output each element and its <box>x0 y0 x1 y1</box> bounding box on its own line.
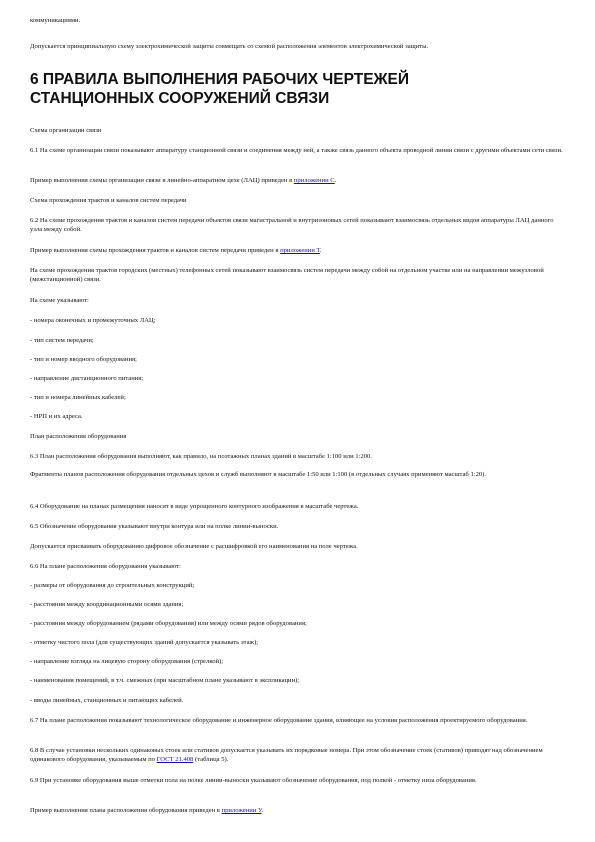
paragraph-text: Пример выполнения схемы организации связи в линейно-аппаратном цехе (ЛАЦ) приведен в <box>30 177 294 184</box>
list-item: - отметку чистого пола (для существующих зданий допускается указывать этаж); <box>30 639 259 646</box>
paragraph <box>30 176 565 185</box>
list-item: - направление взгляда на лицевую сторону оборудования (стрелкой); <box>30 658 224 665</box>
paragraph-text: . <box>319 247 322 254</box>
paragraph: На схеме прохождения трактов городских (местных) телефонных сетей показывают взаимосвязь систем передачи между собой на отдельном участке или на направлении межузловой (межстанционной) связи. <box>30 267 544 283</box>
paragraph-text: 6.8 В случае установки нескольких одинаковых стоек или стативов допускается указывать их порядковые номера. При этом обозначение стоек (стативов) приводят над обозначением одинакового оборудования, указываемым по <box>30 747 543 763</box>
paragraph: 6.3 План расположения оборудования выполняют, как правило, на поэтажных планах зданий в масштабе 1:100 или 1:200. <box>30 453 372 460</box>
paragraph: 6.7 На плане расположения показывают технологическое оборудование и инженерное оборудование здания, влияющее на условия расположения проектируемого оборудования. <box>30 717 528 724</box>
list-item: - тип и номер вводного оборудования; <box>30 356 137 363</box>
paragraph: 6.2 На схеме прохождения трактов и каналов систем передачи объектов связи магистральной и внутризоновых сетей показывают взаимосвязь отдельных видов аппаратуры ЛАЦ данного узла между собой. <box>30 217 554 233</box>
paragraph: Фрагменты планов расположения оборудования отдельных цехов и служб выполняют в масштабе 1:50 или 1:100 (в отдельных случаях применяют масштаб 1:20). <box>30 471 487 478</box>
paragraph: 6.9 При установке оборудования выше отметки пола на полке линии-выноски указывают обозначение оборудования, под полкой - отметку низа оборудования. <box>30 777 477 784</box>
gost-21-408-link[interactable]: ГОСТ 21.408 <box>156 756 194 763</box>
list-item: - вводы линейных, станционных и питающих кабелей. <box>30 697 184 704</box>
list-item: - НРП и их адреса. <box>30 413 83 420</box>
paragraph <box>30 806 565 815</box>
list-item: - расстояния между оборудованием (рядами оборудования) или между осями рядов оборудования; <box>30 620 307 627</box>
paragraph-text: (таблица 5). <box>193 756 229 763</box>
list-item: - наименования помещений, в т.ч. смежных (при масштабном плане указывают в экспликации); <box>30 677 300 684</box>
paragraph: 6.1 На схеме организации связи показывают аппаратуру станционной связи и соединения между ней, а также связь данного объекта проводной линии связи с другими объектами сети связи. <box>30 147 563 154</box>
list-item: - тип систем передачи; <box>30 337 94 344</box>
paragraph: 6.6 На плане расположения оборудования указывают: <box>30 563 181 570</box>
paragraph-text: . <box>334 177 337 184</box>
section-heading <box>30 70 565 108</box>
list-item: - направление дистанционного питания; <box>30 375 144 382</box>
paragraph: 6.5 Обозначение оборудования указывают внутри контура или на полке линии-выноски. <box>30 523 279 530</box>
paragraph-text: Пример выполнения схемы прохождения трактов и каналов систем передачи приведен в <box>30 247 281 254</box>
paragraph-text: . <box>261 807 264 814</box>
list-item: - расстояния между координационными осями здания; <box>30 601 184 608</box>
paragraph: Схема прохождения трактов и каналов систем передачи <box>30 197 187 204</box>
paragraph-text: Пример выполнения плана расположения оборудования приведен в <box>30 807 222 814</box>
list-item: - тип и номера линейных кабелей; <box>30 394 126 401</box>
appendix-t-link[interactable]: приложении Т <box>280 247 320 254</box>
heading-line: 6 ПРАВИЛА ВЫПОЛНЕНИЯ РАБОЧИХ ЧЕРТЕЖЕЙ <box>30 71 410 88</box>
paragraph: коммуникациями. <box>30 17 81 24</box>
appendix-c-link[interactable]: приложении С <box>293 177 335 184</box>
paragraph: 6.4 Оборудование на планах размещения наносят в виде упрощенного контурного изображения в масштабе чертежа. <box>30 503 359 510</box>
paragraph: Допускается присваивать оборудованию цифровое обозначение с расшифровкой его наименования на поле чертежа. <box>30 543 358 550</box>
paragraph <box>30 746 565 764</box>
paragraph: Схема организации связи <box>30 127 102 134</box>
list-item: - номера оконечных и промежуточных ЛАЦ; <box>30 317 156 324</box>
paragraph <box>30 246 565 255</box>
paragraph: Допускается принципиальную схему электрохимической защиты совмещать со схемой расположения элементов электрохимической защиты. <box>30 43 429 50</box>
heading-line: СТАНЦИОННЫХ СООРУЖЕНИЙ СВЯЗИ <box>30 90 330 107</box>
paragraph: План расположения оборудования <box>30 433 127 440</box>
list-item: - размеры от оборудования до строительных конструкций; <box>30 582 195 589</box>
paragraph: На схеме указывают: <box>30 297 89 304</box>
appendix-u-link[interactable]: приложении У <box>221 807 262 814</box>
